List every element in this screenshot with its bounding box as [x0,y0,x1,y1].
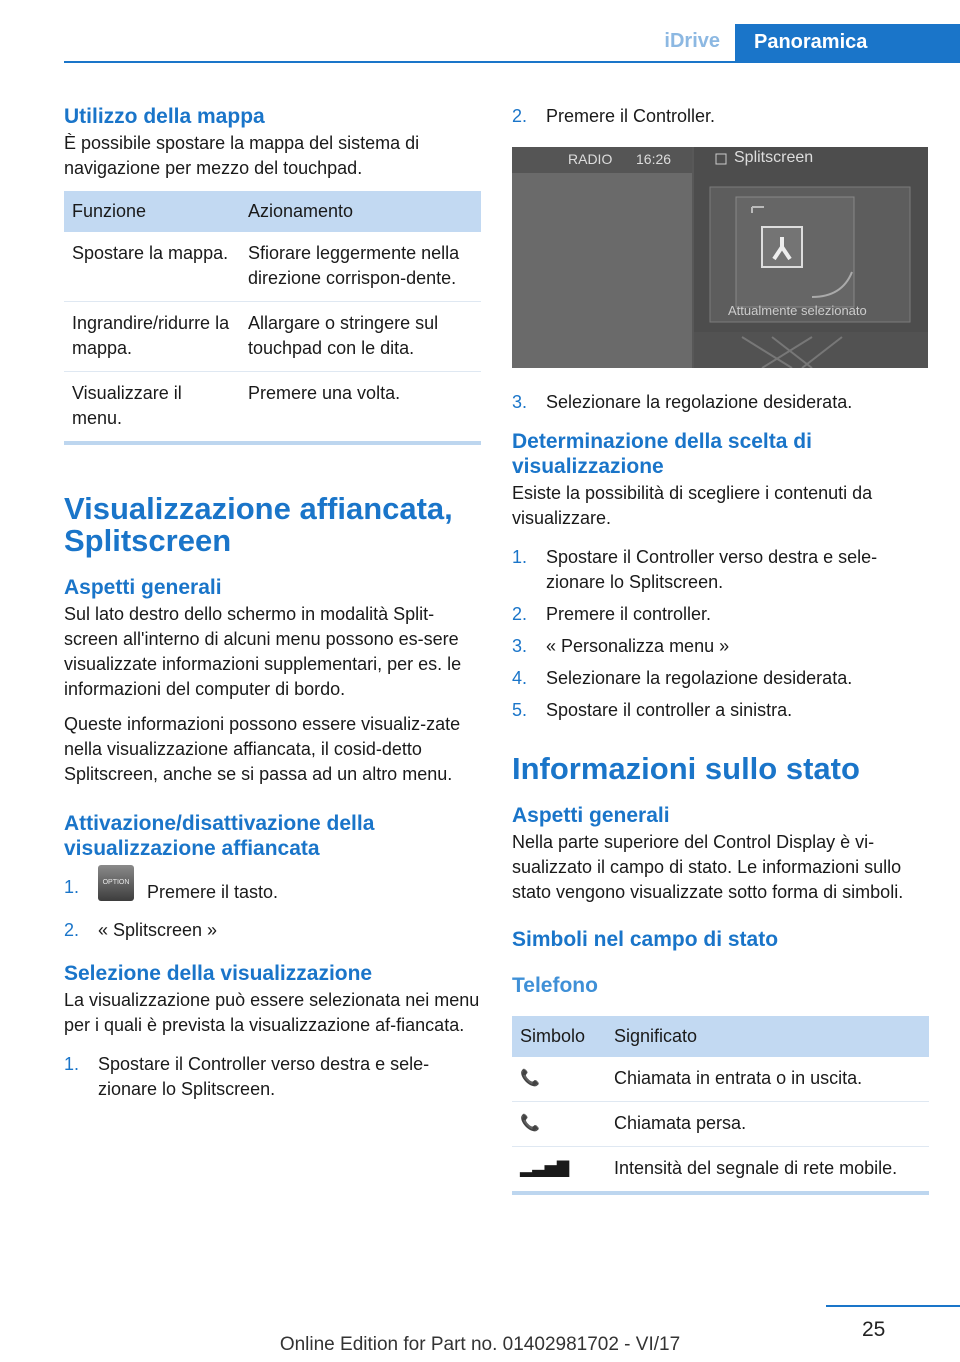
splitscreen-illustration [512,147,928,368]
split-title: Visualizzazione affiancata, Splitscreen [64,491,453,558]
phone-icon: 📞 [512,1057,606,1102]
step-text: Premere il tasto. [147,881,279,902]
screen-time: 16:26 [636,151,672,167]
footer-rule [826,1305,960,1307]
missed-call-icon: 📞 [512,1102,606,1147]
selection-paragraph: La visualizzazione può essere selezionata nei menu per i quali è prevista la visualizzazione af-fiancata. [64,990,480,1035]
list-item [512,634,929,659]
table-row [64,302,481,372]
table-row [64,372,481,442]
step-text: Spostare il Controller verso destra e sele-zionare lo Splitscreen. [98,1054,430,1099]
table-cell: Allargare o stringere sul touchpad con le dita. [240,302,481,372]
list-item [512,698,929,723]
step-text: « Personalizza menu » [546,636,730,656]
symbols-heading: Simboli nel campo di stato [512,928,779,951]
step-number: 2. [512,604,528,624]
select-step [512,390,929,415]
table-cell: Chiamata in entrata o in uscita. [606,1057,929,1102]
step-text: Selezionare la regolazione desiderata. [546,392,853,412]
screen-title: Splitscreen [734,149,814,166]
step-text: Premere il controller. [546,604,712,624]
table-header: Simbolo [512,1016,606,1057]
map-heading: Utilizzo della mappa [64,105,265,128]
step-number: 4. [512,668,528,688]
determination-steps [512,545,929,723]
step-number: 3. [512,636,528,656]
list-item [64,1052,481,1102]
symbol-table [512,1016,929,1191]
step-text: Spostare il Controller verso destra e sele-zionare lo Splitscreen. [546,547,878,592]
screen-radio-label: RADIO [568,151,613,167]
general-heading: Aspetti generali [64,576,222,599]
step-number: 1. [64,877,80,897]
selection-steps [64,1052,481,1102]
status-title: Informazioni sullo stato [512,751,860,786]
status-paragraph: Nella parte superiore del Control Display è vi-sualizzato il campo di stato. Le informazioni sullo stato vengono visualizzate sotto forma di simboli. [512,832,904,902]
general-paragraph-2: Queste informazioni possono essere visualiz-zate nella visualizzazione affiancata, il cosid-detto Splitscreen, anche se si passa ad un altro menu. [64,714,461,784]
signal-strength-icon: ▂▃▅▇ [520,1160,570,1177]
phone-heading: Telefono [512,974,598,997]
table-cell: Chiamata persa. [606,1102,929,1147]
table-cell: Sfiorare leggermente nella direzione corrispon-dente. [240,232,481,302]
header-section: iDrive [664,30,720,52]
list-item [512,390,929,415]
list-item [512,602,929,627]
option-button-icon: OPTION [98,865,134,901]
list-item [512,666,929,691]
table-cell: Intensità del segnale di rete mobile. [614,1158,898,1178]
table-header: Significato [606,1016,929,1057]
step-text: Selezionare la regolazione desiderata. [546,668,853,688]
selection-heading: Selezione della visualizzazione [64,962,373,985]
step-number: 1. [512,547,528,567]
activation-heading: Attivazione/disattivazione della visualizzazione affiancata [64,812,375,860]
table-cell: Ingrandire/ridurre la mappa. [64,302,240,372]
controller-step [512,104,929,129]
list-item [512,545,929,595]
table-end-rule [512,1191,929,1195]
table-cell: Spostare la mappa. [64,232,240,302]
table-row [512,1102,929,1147]
list-item [512,104,929,129]
determination-paragraph: Esiste la possibilità di scegliere i contenuti da visualizzare. [512,483,873,528]
list-item [64,918,481,943]
footer-edition: Online Edition for Part no. 01402981702 - VI/17 [279,1334,681,1355]
screen-caption: Attualmente selezionato [728,303,867,318]
left-column [64,104,481,1120]
list-item [64,875,481,911]
step-number: 2. [512,106,528,126]
general-paragraph-1: Sul lato destro dello schermo in modalità Split-screen all'interno di alcuni menu possono es-sere visualizzate informazioni supplementari, per es. le informazioni del computer di bordo. [64,604,462,699]
activation-steps [64,875,481,943]
determination-heading: Determinazione della scelta di visualizzazione [512,430,812,478]
table-row [512,1057,929,1102]
step-number: 1. [64,1054,80,1074]
step-text: Premere il Controller. [546,106,716,126]
table-row [512,1147,929,1192]
step-number: 5. [512,700,528,720]
header-rule [64,61,960,63]
page-number: 25 [862,1318,886,1341]
header-tab: Panoramica [735,24,960,61]
right-column [512,104,929,1195]
table-cell: Premere una volta. [248,383,401,403]
step-text: Spostare il controller a sinistra. [546,700,793,720]
step-number: 3. [512,392,528,412]
map-intro: È possibile spostare la mappa del sistema di navigazione per mezzo del touchpad. [64,133,420,178]
splitscreen-screenshot [512,147,928,368]
table-header: Azionamento [240,191,481,232]
map-table [64,191,481,441]
step-number: 2. [64,920,80,940]
table-end-rule [64,441,481,445]
table-row [64,232,481,302]
step-text: « Splitscreen » [98,920,218,940]
table-cell: Visualizzare il menu. [72,383,182,428]
status-general-heading: Aspetti generali [512,804,670,827]
table-header: Funzione [64,191,240,232]
